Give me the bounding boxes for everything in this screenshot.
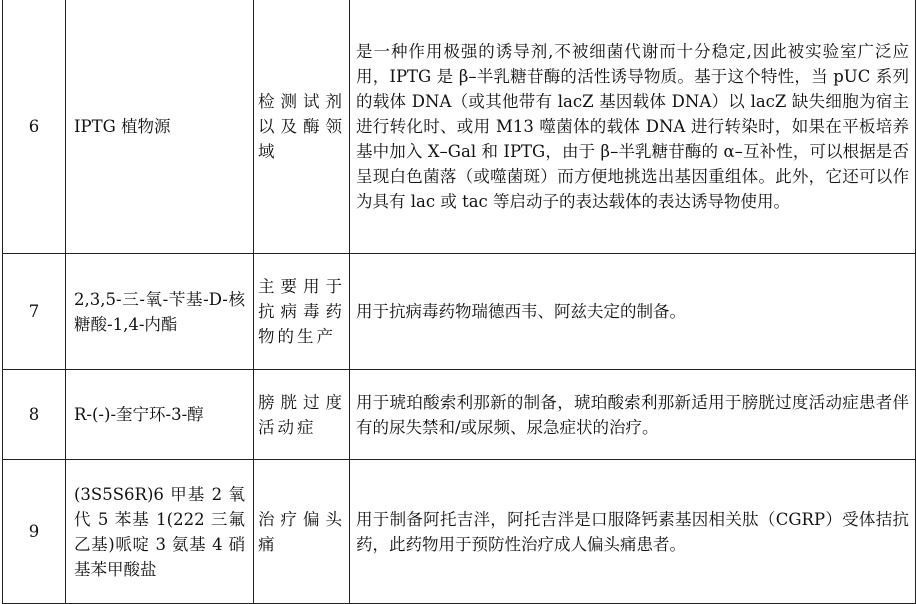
product-name: R-(-)-奎宁环-3-醇 (66, 370, 254, 460)
row-number: 7 (3, 254, 66, 370)
product-name: (3S5S6R)6 甲基 2 氧代 5 苯基 1(222 三氟乙基)哌啶 3 氨基 4 硝基苯甲酸盐 (66, 460, 254, 604)
row-number: 6 (3, 0, 66, 254)
row-number: 9 (3, 460, 66, 604)
row-number: 8 (3, 370, 66, 460)
application-field: 治疗偏头痛 (254, 460, 350, 604)
product-description: 用于抗病毒药物瑞德西韦、阿兹夫定的制备。 (350, 254, 916, 370)
product-description: 是一种作用极强的诱导剂,不被细菌代谢而十分稳定,因此被实验室广泛应用，IPTG 是 β–半乳糖苷酶的活性诱导物质。基于这个特性，当 pUC 系列的载体 DNA（或其他带有 lacZ 基因载体 DNA）以 lacZ 缺失细胞为宿主进行转化时、或用 M13 噬菌体的载体 DNA 进行转染时，如果在平板培养基中加入 X–Gal 和 IPTG，由于 β–半乳糖苷酶的 α–互补性，可以根据是否呈现白色菌落（或噬菌斑）而方便地挑选出基因重组体。此外，它还可以作为具有 lac 或 tac 等启动子的表达载体的表达诱导物使用。 (350, 0, 916, 254)
product-name: IPTG 植物源 (66, 0, 254, 254)
table-row (3, 254, 916, 370)
table-row (3, 0, 916, 254)
table-row (3, 460, 916, 604)
application-field: 膀胱过度活动症 (254, 370, 350, 460)
application-field: 主要用于抗病毒药物的生产 (254, 254, 350, 370)
application-field: 检测试剂以及酶领域 (254, 0, 350, 254)
product-name: 2,3,5-三-氧-苄基-D-核糖酸-1,4-内酯 (66, 254, 254, 370)
product-description: 用于制备阿托吉泮，阿托吉泮是口服降钙素基因相关肽（CGRP）受体拮抗药，此药物用于预防性治疗成人偏头痛患者。 (350, 460, 916, 604)
product-table (2, 0, 916, 604)
product-description: 用于琥珀酸索利那新的制备，琥珀酸索利那新适用于膀胱过度活动症患者伴有的尿失禁和/或尿频、尿急症状的治疗。 (350, 370, 916, 460)
table-row (3, 370, 916, 460)
